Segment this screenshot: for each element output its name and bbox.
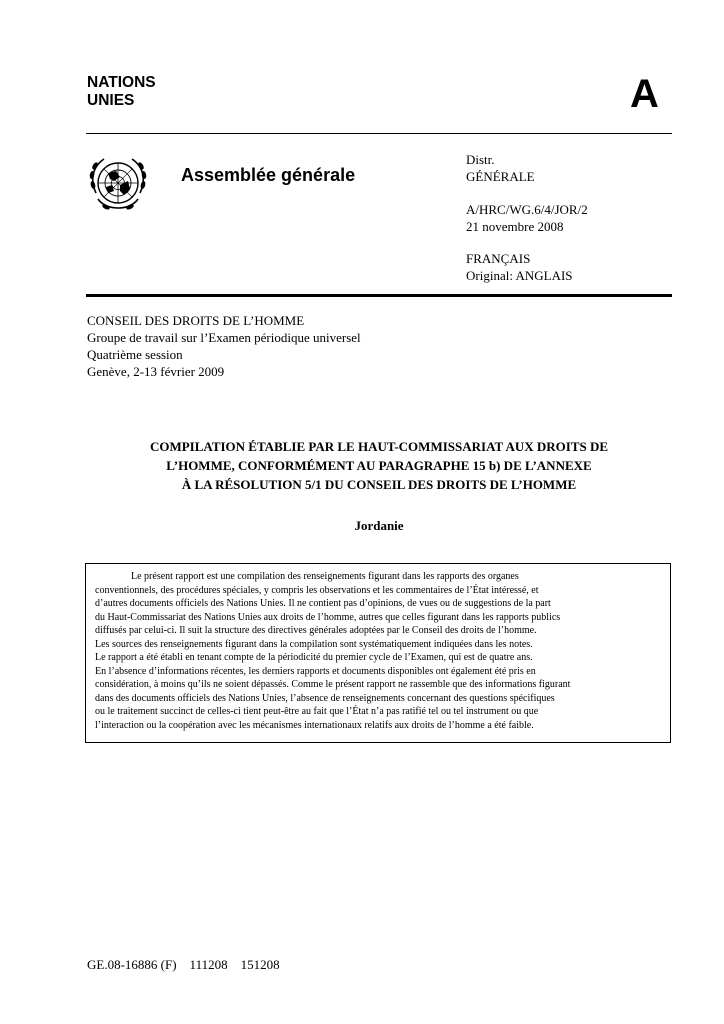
- org-line-1: NATIONS: [87, 74, 156, 91]
- council-block: [87, 312, 361, 380]
- footer-code: GE.08-16886 (F): [87, 957, 177, 972]
- summary-line: conventionnels, des procédures spéciales, y compris les observations et les commentaires de l’État intéressé, et: [95, 584, 539, 596]
- original-language: Original: ANGLAIS: [466, 268, 573, 283]
- venue-dates: Genève, 2-13 février 2009: [87, 364, 225, 379]
- header-thick-divider: [86, 294, 672, 297]
- org-line-2: UNIES: [87, 92, 135, 109]
- un-emblem-icon: [86, 151, 150, 223]
- header-divider: [86, 133, 672, 134]
- working-group: Groupe de travail sur l’Examen périodique universel: [87, 330, 361, 345]
- country-name: Jordanie: [354, 518, 404, 533]
- distr-level: GÉNÉRALE: [466, 169, 535, 184]
- title-line-2: L’HOMME, CONFORMÉMENT AU PARAGRAPHE 15 b) DE L’ANNEXE: [166, 458, 592, 473]
- document-title: [86, 437, 672, 494]
- summary-line: l’interaction ou la coopération avec les mécanismes internationaux relatifs aux droits de l’homme a été faible.: [95, 719, 534, 731]
- distribution-block: [466, 151, 588, 284]
- summary-line: Le présent rapport est une compilation des renseignements figurant dans les rapports des organes: [131, 571, 519, 582]
- distr-label: Distr.: [466, 152, 495, 167]
- summary-line: En l’absence d’informations récentes, les derniers rapports et documents disponibles ont également été pris en: [95, 665, 536, 677]
- title-line-3: À LA RÉSOLUTION 5/1 DU CONSEIL DES DROITS DE L’HOMME: [181, 477, 577, 492]
- summary-line: du Haut-Commissariat des Nations Unies aux droits de l’homme, autres que celles figurant dans les rapports publics: [95, 611, 561, 623]
- summary-line: Les sources des renseignements figurant dans la compilation sont systématiquement indiquées dans les notes.: [95, 638, 533, 650]
- summary-line: ou le traitement succinct de celles-ci tient peut-être au fait que l’État n’a pas ratifié tel ou tel instrument ou que: [95, 706, 539, 717]
- summary-line: dans des documents officiels des Nations Unies, l’absence de renseignements concernant des questions spécifiques: [95, 692, 555, 704]
- document-symbol: A/HRC/WG.6/4/JOR/2: [466, 202, 588, 217]
- footer-reference: [87, 957, 280, 973]
- footer-date-1: 111208: [189, 957, 228, 972]
- session: Quatrième session: [87, 347, 183, 362]
- summary-line: considération, à moins qu’ils ne soient dépassés. Comme le présent rapport ne rassemble que des informations figurant: [95, 679, 571, 690]
- summary-line: diffusés par celui-ci. Il suit la structure des directives générales adoptées par le Conseil des droits de l’homme.: [95, 625, 537, 636]
- summary-line: Le rapport a été établi en tenant compte de la périodicité du premier cycle de l’Examen, qui est de quatre ans.: [95, 652, 533, 663]
- footer-date-2: 151208: [240, 957, 280, 972]
- document-date: 21 novembre 2008: [466, 219, 564, 234]
- title-line-1: COMPILATION ÉTABLIE PAR LE HAUT-COMMISSARIAT AUX DROITS DE: [149, 439, 609, 454]
- assembly-title: Assemblée générale: [181, 165, 356, 185]
- document-series-letter: A: [630, 72, 659, 116]
- council-name: CONSEIL DES DROITS DE L’HOMME: [87, 313, 305, 328]
- summary-box: [85, 563, 671, 743]
- organization-name: [87, 74, 156, 110]
- document-language: FRANÇAIS: [466, 251, 531, 266]
- summary-line: d’autres documents officiels des Nations Unies. Il ne contient pas d’opinions, de vues ou de suggestions de la part: [95, 598, 551, 609]
